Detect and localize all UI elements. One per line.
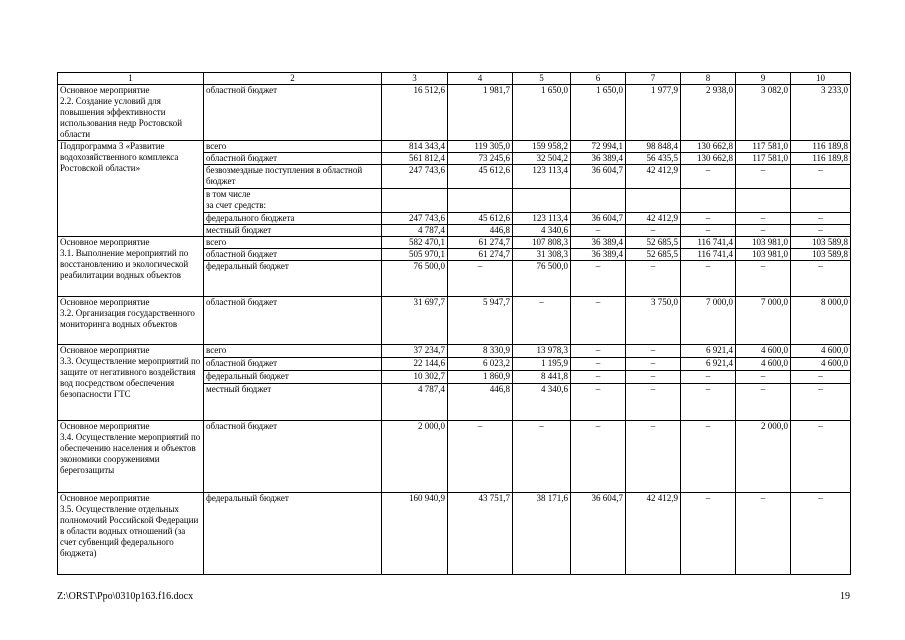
value-cell: 38 171,6 (513, 493, 571, 575)
value-cell: 116 189,8 (791, 153, 851, 165)
funding-source-cell: областной бюджет (204, 85, 382, 141)
funding-source-cell: всего (204, 345, 382, 358)
value-cell: – (791, 225, 851, 237)
header-cell: 2 (204, 73, 382, 85)
budget-table (57, 72, 851, 575)
value-cell (382, 189, 448, 213)
table-row (58, 493, 851, 575)
page-number: 19 (840, 591, 850, 602)
value-cell: 103 589,8 (791, 249, 851, 261)
value-cell: 36 604,7 (571, 165, 626, 189)
value-cell: – (736, 213, 791, 225)
value-cell: 116 741,4 (681, 249, 736, 261)
header-cell: 4 (448, 73, 513, 85)
value-cell: 6 921,4 (681, 345, 736, 358)
value-cell: – (791, 165, 851, 189)
value-cell: 8 441,8 (513, 371, 571, 384)
value-cell: 4 600,0 (791, 345, 851, 358)
header-cell: 3 (382, 73, 448, 85)
funding-source-cell: местный бюджет (204, 225, 382, 237)
value-cell: 4 787,4 (382, 225, 448, 237)
value-cell: – (571, 345, 626, 358)
value-cell: 123 113,4 (513, 165, 571, 189)
value-cell: – (736, 493, 791, 575)
value-cell: 45 612,6 (448, 165, 513, 189)
value-cell: 7 000,0 (736, 297, 791, 345)
value-cell: 3 233,0 (791, 85, 851, 141)
header-cell: 8 (681, 73, 736, 85)
header-cell: 6 (571, 73, 626, 85)
value-cell: 247 743,6 (382, 165, 448, 189)
value-cell: 52 685,5 (626, 249, 681, 261)
value-cell (448, 189, 513, 213)
value-cell: 1 650,0 (571, 85, 626, 141)
value-cell: 130 662,8 (681, 141, 736, 153)
table-row (58, 345, 851, 358)
value-cell: 42 412,9 (626, 165, 681, 189)
funding-source-cell: областной бюджет (204, 153, 382, 165)
event-cell: Подпрограмма 3 «Развитие водохозяйственного комплекса Ростовской области» (58, 141, 204, 237)
event-cell: Основное мероприятие 2.2. Создание условий для повышения эффективности использования недр Ростовской области (58, 85, 204, 141)
table-body (58, 85, 851, 575)
value-cell: 1 650,0 (513, 85, 571, 141)
value-cell: – (791, 493, 851, 575)
value-cell: 45 612,6 (448, 213, 513, 225)
header-cell: 9 (736, 73, 791, 85)
value-cell: – (681, 371, 736, 384)
value-cell: – (571, 261, 626, 297)
value-cell: 117 581,0 (736, 141, 791, 153)
event-cell: Основное мероприятие 3.5. Осуществление отдельных полномочий Российской Федерации в области водных отношений (за счет субвенций федерального бюджета) (58, 493, 204, 575)
value-cell: 3 082,0 (736, 85, 791, 141)
header-cell: 7 (626, 73, 681, 85)
value-cell: – (626, 345, 681, 358)
funding-source-cell: федеральный бюджет (204, 493, 382, 575)
value-cell: 36 604,7 (571, 493, 626, 575)
value-cell: 42 412,9 (626, 493, 681, 575)
event-cell: Основное мероприятие 3.3. Осуществление мероприятий по защите от негативного воздействия вод посредством обеспечения безопасности ГТС (58, 345, 204, 421)
value-cell (681, 189, 736, 213)
value-cell: – (626, 225, 681, 237)
value-cell: – (681, 213, 736, 225)
value-cell: 814 343,4 (382, 141, 448, 153)
value-cell: – (791, 371, 851, 384)
value-cell: – (681, 384, 736, 421)
value-cell: – (513, 297, 571, 345)
value-cell: 2 000,0 (736, 421, 791, 493)
value-cell: – (571, 371, 626, 384)
value-cell: – (571, 358, 626, 371)
value-cell: 123 113,4 (513, 213, 571, 225)
value-cell: 31 697,7 (382, 297, 448, 345)
value-cell: 22 144,6 (382, 358, 448, 371)
value-cell: – (513, 421, 571, 493)
value-cell: 6 023,2 (448, 358, 513, 371)
value-cell: – (736, 371, 791, 384)
value-cell: – (626, 358, 681, 371)
funding-source-cell: в том числе за счет средств: (204, 189, 382, 213)
value-cell: – (736, 261, 791, 297)
value-cell: – (626, 261, 681, 297)
funding-source-cell: всего (204, 141, 382, 153)
funding-source-cell: местный бюджет (204, 384, 382, 421)
header-cell: 1 (58, 73, 204, 85)
value-cell (571, 189, 626, 213)
value-cell: 4 600,0 (736, 345, 791, 358)
value-cell: – (791, 421, 851, 493)
value-cell: – (571, 297, 626, 345)
value-cell: 37 234,7 (382, 345, 448, 358)
value-cell: – (681, 421, 736, 493)
value-cell (736, 189, 791, 213)
value-cell: 6 921,4 (681, 358, 736, 371)
table-row (58, 141, 851, 153)
value-cell (791, 189, 851, 213)
value-cell: 36 389,4 (571, 153, 626, 165)
funding-source-cell: областной бюджет (204, 249, 382, 261)
table-row (58, 297, 851, 345)
value-cell: 247 743,6 (382, 213, 448, 225)
header-cell: 10 (791, 73, 851, 85)
value-cell: 446,8 (448, 384, 513, 421)
value-cell: 5 947,7 (448, 297, 513, 345)
value-cell: 116 741,4 (681, 237, 736, 249)
value-cell: – (736, 384, 791, 421)
value-cell: 73 245,6 (448, 153, 513, 165)
value-cell: 10 302,7 (382, 371, 448, 384)
value-cell: 61 274,7 (448, 237, 513, 249)
value-cell: 582 470,1 (382, 237, 448, 249)
funding-source-cell: областной бюджет (204, 297, 382, 345)
value-cell: 3 750,0 (626, 297, 681, 345)
funding-source-cell: федерального бюджета (204, 213, 382, 225)
header-cell: 5 (513, 73, 571, 85)
value-cell: – (791, 213, 851, 225)
value-cell: 76 500,0 (382, 261, 448, 297)
value-cell: 117 581,0 (736, 153, 791, 165)
value-cell: 36 604,7 (571, 213, 626, 225)
value-cell: – (791, 261, 851, 297)
value-cell: 42 412,9 (626, 213, 681, 225)
value-cell: – (571, 421, 626, 493)
value-cell: 4 600,0 (791, 358, 851, 371)
value-cell: 76 500,0 (513, 261, 571, 297)
event-cell: Основное мероприятие 3.2. Организация государственного мониторинга водных объектов (58, 297, 204, 345)
value-cell: 16 512,6 (382, 85, 448, 141)
value-cell: 98 848,4 (626, 141, 681, 153)
value-cell: 4 787,4 (382, 384, 448, 421)
value-cell: – (681, 261, 736, 297)
value-cell: 72 994,1 (571, 141, 626, 153)
funding-source-cell: безвозмездные поступления в областной бюджет (204, 165, 382, 189)
funding-source-cell: областной бюджет (204, 421, 382, 493)
value-cell: 130 662,8 (681, 153, 736, 165)
value-cell: 4 340,6 (513, 225, 571, 237)
value-cell: – (448, 261, 513, 297)
value-cell: 1 860,9 (448, 371, 513, 384)
value-cell: 56 435,5 (626, 153, 681, 165)
value-cell: – (681, 493, 736, 575)
funding-source-cell: федеральный бюджет (204, 261, 382, 297)
value-cell: – (626, 384, 681, 421)
value-cell: 119 305,0 (448, 141, 513, 153)
value-cell: 2 000,0 (382, 421, 448, 493)
value-cell: 103 981,0 (736, 237, 791, 249)
table-header (58, 73, 851, 85)
value-cell: – (626, 421, 681, 493)
value-cell: 116 189,8 (791, 141, 851, 153)
value-cell: 43 751,7 (448, 493, 513, 575)
value-cell: 2 938,0 (681, 85, 736, 141)
value-cell: 8 000,0 (791, 297, 851, 345)
value-cell: 36 389,4 (571, 237, 626, 249)
value-cell: 4 600,0 (736, 358, 791, 371)
value-cell: 8 330,9 (448, 345, 513, 358)
table-row (58, 421, 851, 493)
value-cell: 61 274,7 (448, 249, 513, 261)
event-cell: Основное мероприятие 3.4. Осуществление мероприятий по обеспечению населения и объектов экономики сооружениями берегозащиты (58, 421, 204, 493)
value-cell: – (681, 225, 736, 237)
value-cell: 32 504,2 (513, 153, 571, 165)
funding-source-cell: федеральный бюджет (204, 371, 382, 384)
file-path: Z:\ORST\Ppo\0310p163.f16.docx (57, 591, 194, 602)
event-cell: Основное мероприятие 3.1. Выполнение мероприятий по восстановлению и экологической реабилитации водных объектов (58, 237, 204, 297)
value-cell: 36 389,4 (571, 249, 626, 261)
value-cell: – (571, 384, 626, 421)
table-row (58, 237, 851, 249)
value-cell: 7 000,0 (681, 297, 736, 345)
funding-source-cell: всего (204, 237, 382, 249)
value-cell: 31 308,3 (513, 249, 571, 261)
value-cell: – (626, 371, 681, 384)
value-cell: 4 340,6 (513, 384, 571, 421)
value-cell: 1 981,7 (448, 85, 513, 141)
value-cell (626, 189, 681, 213)
value-cell: – (681, 165, 736, 189)
funding-source-cell: областной бюджет (204, 358, 382, 371)
value-cell: 107 808,3 (513, 237, 571, 249)
value-cell: 160 940,9 (382, 493, 448, 575)
value-cell: 505 970,1 (382, 249, 448, 261)
value-cell: 561 812,4 (382, 153, 448, 165)
value-cell: 52 685,5 (626, 237, 681, 249)
value-cell: 103 589,8 (791, 237, 851, 249)
value-cell: – (736, 165, 791, 189)
value-cell: 13 978,3 (513, 345, 571, 358)
value-cell: 103 981,0 (736, 249, 791, 261)
value-cell: 1 977,9 (626, 85, 681, 141)
value-cell: 446,8 (448, 225, 513, 237)
value-cell: – (448, 421, 513, 493)
value-cell (513, 189, 571, 213)
table-row (58, 85, 851, 141)
value-cell: 1 195,9 (513, 358, 571, 371)
header-row (58, 73, 851, 85)
value-cell: – (736, 225, 791, 237)
value-cell: – (571, 225, 626, 237)
value-cell: 159 958,2 (513, 141, 571, 153)
value-cell: – (791, 384, 851, 421)
